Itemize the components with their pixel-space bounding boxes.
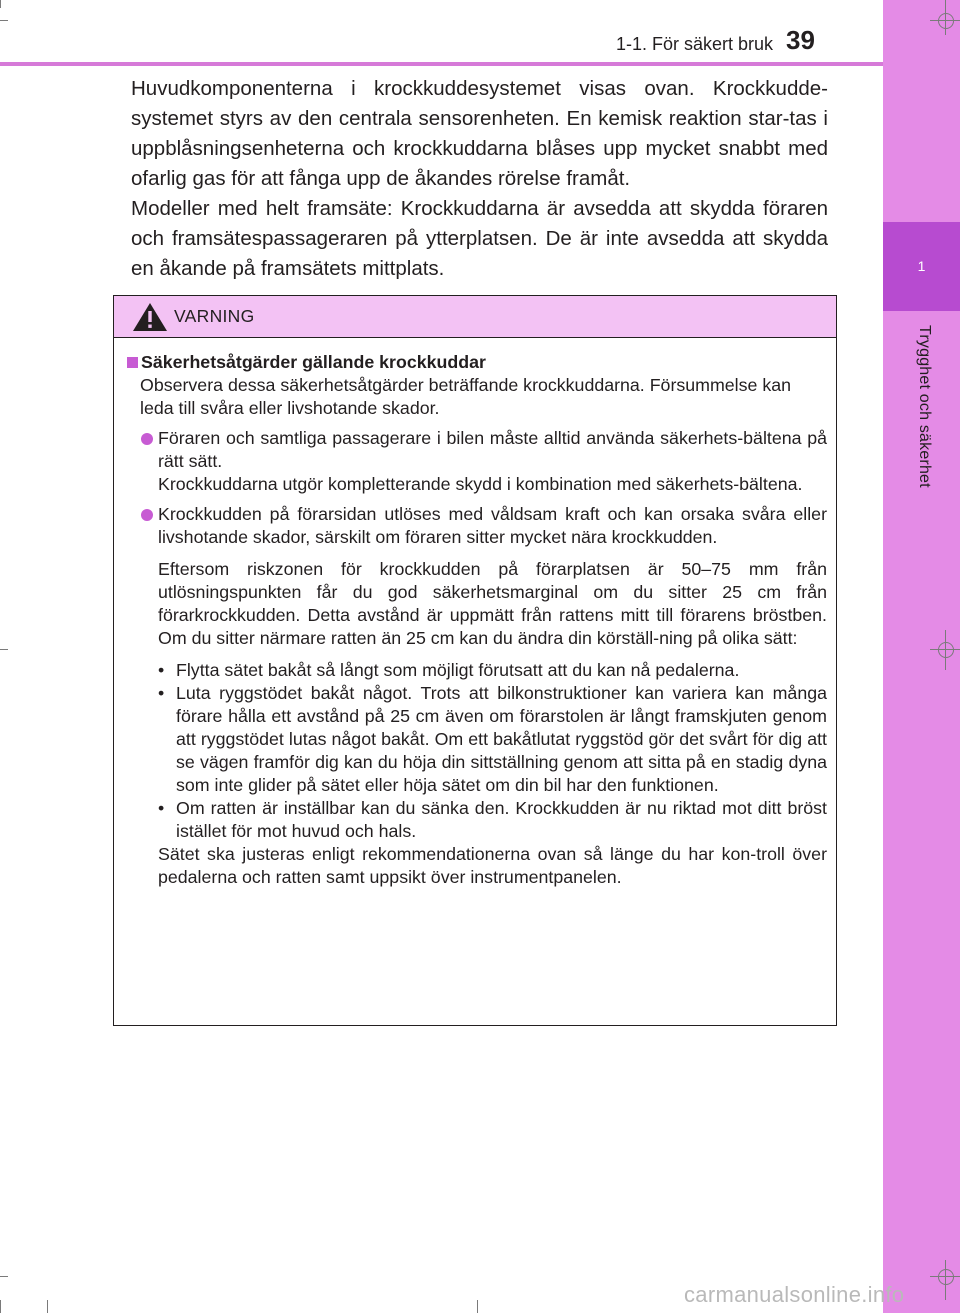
bullet-text: Krockkudden på förarsidan utlöses med våldsam kraft och kan orsaka svåra eller livshotande skador, särskilt om föraren sitter mycket nära krockkudden.: [158, 504, 827, 547]
registration-circle: [938, 1269, 954, 1285]
warning-triangle-icon: [132, 302, 168, 332]
registration-circle: [938, 642, 954, 658]
registration-circle: [938, 13, 954, 29]
crop-mark: [0, 20, 8, 21]
crop-mark: [0, 1300, 1, 1313]
section-title-text: Säkerhetsåtgärder gällande krockkuddar: [141, 352, 486, 372]
intro-paragraph: Huvudkomponenterna i krockkuddesystemet visas ovan. Krockkudde-systemet styrs av den centrala sensorenheten. En kemisk reaktion star-tas i uppblåsningsenheterna och krockkuddarna blåses upp mycket snabbt med ofarlig gas för att fånga upp de åkandes rörelse framåt.: [131, 77, 828, 190]
chapter-title: Trygghet och säkerhet: [916, 325, 933, 488]
warning-box: [113, 295, 837, 1026]
dash-item: [127, 659, 827, 682]
dash-bullet-icon: •: [158, 660, 165, 680]
dash-bullet-icon: •: [158, 683, 165, 703]
bullet-detail: Eftersom riskzonen för krockkudden på förarplatsen är 50–75 mm från utlösningspunkten får du god säkerhetsmarginal om du sitter 25 cm från förarkrockkudden. Detta avstånd är uppmätt från rattens mitt till förarens bröstben. Om du sitter närmare ratten än 25 cm kan du ändra din körställ-ning på olika sätt:: [158, 559, 827, 648]
bullet-text: Krockkuddarna utgör kompletterande skydd i kombination med säkerhets-bältena.: [158, 474, 803, 494]
crop-mark: [0, 1276, 8, 1277]
circle-bullet-icon: [141, 433, 153, 445]
section-title: [127, 351, 827, 374]
warning-content: [127, 351, 827, 889]
crop-mark: [0, 649, 8, 650]
dash-item: [127, 797, 827, 843]
bullet-item: [127, 427, 827, 496]
crop-mark: [47, 1300, 48, 1313]
square-bullet-icon: [127, 357, 138, 368]
crop-mark: [0, 0, 1, 8]
page-number: 39: [786, 25, 815, 55]
bullet-item: [127, 503, 827, 549]
closing-text: Sätet ska justeras enligt rekommendationerna ovan så länge du har kon-troll över pedalerna och ratten samt uppsikt över instrumentpanelen.: [158, 844, 827, 887]
section-header: 1-1. För säkert bruk: [615, 34, 773, 54]
dash-text: Luta ryggstödet bakåt något. Trots att bilkonstruktioner kan variera kan många förare hålla ett avstånd på 25 cm även om förarstolen är långt framskjuten genom att ryggstödet lutas något bakåt. Om ett bakåtlutat ryggstöd gör det svårt för dig att se vägen framför dig kan du höja din sittställning genom att sitta på en stadig dyna som inte glider på sätet eller höja sätet om din bil har den funktionen.: [176, 683, 827, 795]
dash-text: Om ratten är inställbar kan du sänka den. Krockkudden är nu riktad mot ditt bröst istället för mot huvud och hals.: [176, 798, 827, 841]
intro-paragraph: Modeller med helt framsäte: Krockkuddarna är avsedda att skydda föraren och framsätespassageraren på ytterplatsen. De är inte avsedda att skydda en åkande på framsätets mittplats.: [131, 197, 828, 280]
dash-item: [127, 682, 827, 797]
crop-mark: [477, 1300, 478, 1313]
warning-header: [114, 296, 836, 338]
chapter-number: 1: [917, 258, 926, 274]
circle-bullet-icon: [141, 509, 153, 521]
header-rule: [0, 62, 883, 66]
dash-bullet-icon: •: [158, 798, 165, 818]
bullet-text: Föraren och samtliga passagerare i bilen måste alltid använda säkerhets-bältena på rätt sätt.: [158, 428, 827, 471]
dash-text: Flytta sätet bakåt så långt som möjligt förutsatt att du kan nå pedalerna.: [176, 660, 740, 680]
warning-label: VARNING: [174, 306, 255, 326]
watermark: carmanualsonline.info: [684, 1282, 905, 1307]
section-intro: Observera dessa säkerhetsåtgärder beträffande krockkuddarna. Försummelse kan leda till svåra eller livshotande skador.: [140, 375, 791, 418]
